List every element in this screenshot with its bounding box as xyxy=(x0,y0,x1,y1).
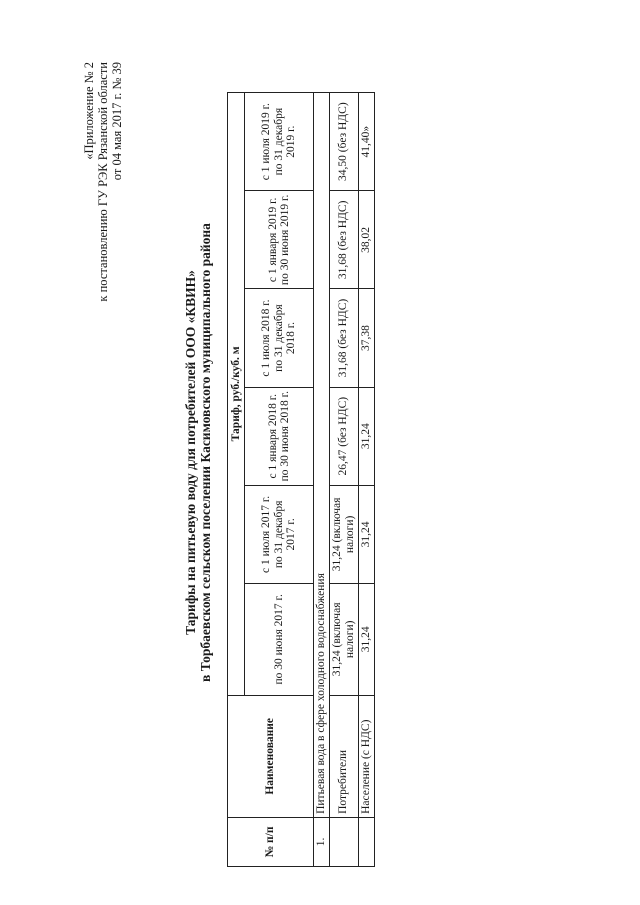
table-row xyxy=(329,93,358,867)
tariff-value: 31,24 xyxy=(358,387,374,485)
period-header: с 1 июля 2018 г. по 31 декабря 2018 г. xyxy=(245,289,314,387)
tariff-value: 31,68 (без НДС) xyxy=(329,191,358,289)
tariff-value: 38,02 xyxy=(358,191,374,289)
period-header: с 1 июля 2019 г. по 31 декабря 2019 г. xyxy=(245,93,314,191)
section-title: Питьевая вода в сфере холодного водоснабжения xyxy=(314,93,330,818)
period-header: с 1 января 2018 г. по 30 июня 2018 г. xyxy=(245,387,314,485)
header-name: Наименование xyxy=(228,695,314,817)
tariff-value: 31,68 (без НДС) xyxy=(329,289,358,387)
tariff-table xyxy=(227,92,375,867)
period-header: по 30 июня 2017 г. xyxy=(245,583,314,695)
row-number xyxy=(329,817,358,866)
header-number: № п/п xyxy=(228,817,314,866)
appendix-label: «Приложение № 2 xyxy=(82,62,96,160)
tariff-value: 31,24 (включая налоги) xyxy=(329,583,358,695)
section-number: 1. xyxy=(314,817,330,866)
appendix-decree: к постановлению ГУ РЭК Рязанской области xyxy=(96,62,110,302)
table-header-row xyxy=(228,93,245,867)
row-name: Население (с НДС) xyxy=(358,695,374,817)
table-section-row xyxy=(314,93,330,867)
header-tariff: Тариф, руб./куб. м xyxy=(228,93,245,696)
appendix-note xyxy=(82,62,124,302)
appendix-date: от 04 мая 2017 г. № 39 xyxy=(110,62,124,181)
row-number xyxy=(358,817,374,866)
tariff-value: 37,38 xyxy=(358,289,374,387)
tariff-value: 34,50 (без НДС) xyxy=(329,93,358,191)
tariff-value: 31,24 xyxy=(358,583,374,695)
document-subtitle: в Торбаевском сельском поселении Касимовского муниципального района xyxy=(198,223,213,682)
row-name: Потребители xyxy=(329,695,358,817)
period-header: с 1 июля 2017 г. по 31 декабря 2017 г. xyxy=(245,485,314,583)
tariff-value: 26,47 (без НДС) xyxy=(329,387,358,485)
tariff-value: 31,24 (включая налоги) xyxy=(329,485,358,583)
document-title: Тарифы на питьевую воду для потребителей ООО «КВИН» xyxy=(183,270,198,635)
tariff-value: 31,24 xyxy=(358,485,374,583)
period-header: с 1 января 2019 г. по 30 июня 2019 г. xyxy=(245,191,314,289)
table-row xyxy=(358,93,374,867)
tariff-value: 41,40» xyxy=(358,93,374,191)
